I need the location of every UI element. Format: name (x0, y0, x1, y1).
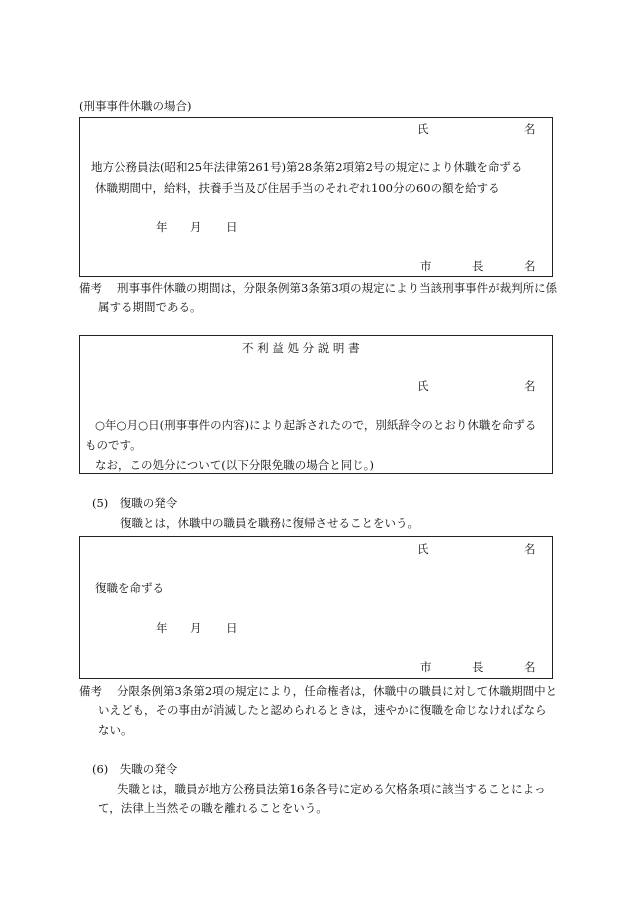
date-year: 年 (156, 220, 168, 234)
section-6-heading: (6) 失職の発令 (92, 762, 178, 776)
section-6-text-line-2: て，法律上当然その職を離れることをいう。 (98, 801, 328, 815)
name-label-1: 氏 (417, 542, 429, 556)
reinstatement-order-text: 復職を命ずる (95, 581, 164, 595)
note-text-line-1: 分限条例第3条第2項の規定により，任命権者は，休職中の職員に対して休職期間中と (117, 684, 558, 698)
order-text-line-2: 休職期間中，給料，扶養手当及び住居手当のそれぞれ100分の60の額を給する (95, 181, 500, 195)
section-6-text-line-1: 失職とは，職員が地方公務員法第16条各号に定める欠格条項に該当することによっ (117, 782, 546, 796)
name-label-2: 名 (524, 122, 536, 136)
mayor-label-3: 名 (524, 259, 536, 273)
note-label: 備考 (79, 684, 102, 698)
note-text-line-3: ない。 (98, 723, 133, 737)
note-text-line-2: いえども，その事由が消滅したと認められるときは，速やかに復職を命じなければなら (98, 703, 547, 717)
name-label-2: 名 (524, 379, 536, 393)
name-label-2: 名 (524, 542, 536, 556)
section-5-description: 復職とは，休職中の職員を職務に復帰させることをいう。 (120, 516, 419, 530)
section-5-heading: (5) 復職の発令 (92, 496, 178, 510)
note-text-line-1: 刑事事件休職の期間は，分限条例第3条第3項の規定により当該刑事事件が裁判所に係 (117, 281, 558, 295)
note-text-line-2: 属する期間である。 (98, 300, 202, 314)
disadvantage-notice-box (79, 335, 553, 474)
date-month: 月 (190, 621, 202, 635)
reinstatement-order-box (79, 536, 553, 679)
mayor-label-3: 名 (524, 660, 536, 674)
mayor-label-1: 市 (420, 660, 432, 674)
date-month: 月 (190, 220, 202, 234)
date-day: 日 (226, 621, 238, 635)
name-label-1: 氏 (417, 122, 429, 136)
notice-text-line-3: なお，この処分について(以下分限免職の場合と同じ。) (95, 458, 374, 472)
note-label: 備考 (79, 281, 102, 295)
notice-title: 不 利 益 処 分 説 明 書 (242, 341, 360, 355)
suspension-order-box (79, 117, 553, 277)
section-label: (刑事事件休職の場合) (79, 99, 192, 113)
notice-text-line-1: ○年○月○日(刑事事件の内容)により起訴されたので，別紙辞令のとおり休職を命ずる (95, 418, 537, 432)
mayor-label-2: 長 (472, 660, 484, 674)
name-label-1: 氏 (417, 379, 429, 393)
mayor-label-2: 長 (472, 259, 484, 273)
mayor-label-1: 市 (420, 259, 432, 273)
date-year: 年 (156, 621, 168, 635)
date-day: 日 (226, 220, 238, 234)
notice-text-line-2: ものです。 (85, 438, 142, 452)
order-text-line-1: 地方公務員法(昭和25年法律第261号)第28条第2項第2号の規定により休職を命ずる (91, 160, 523, 174)
